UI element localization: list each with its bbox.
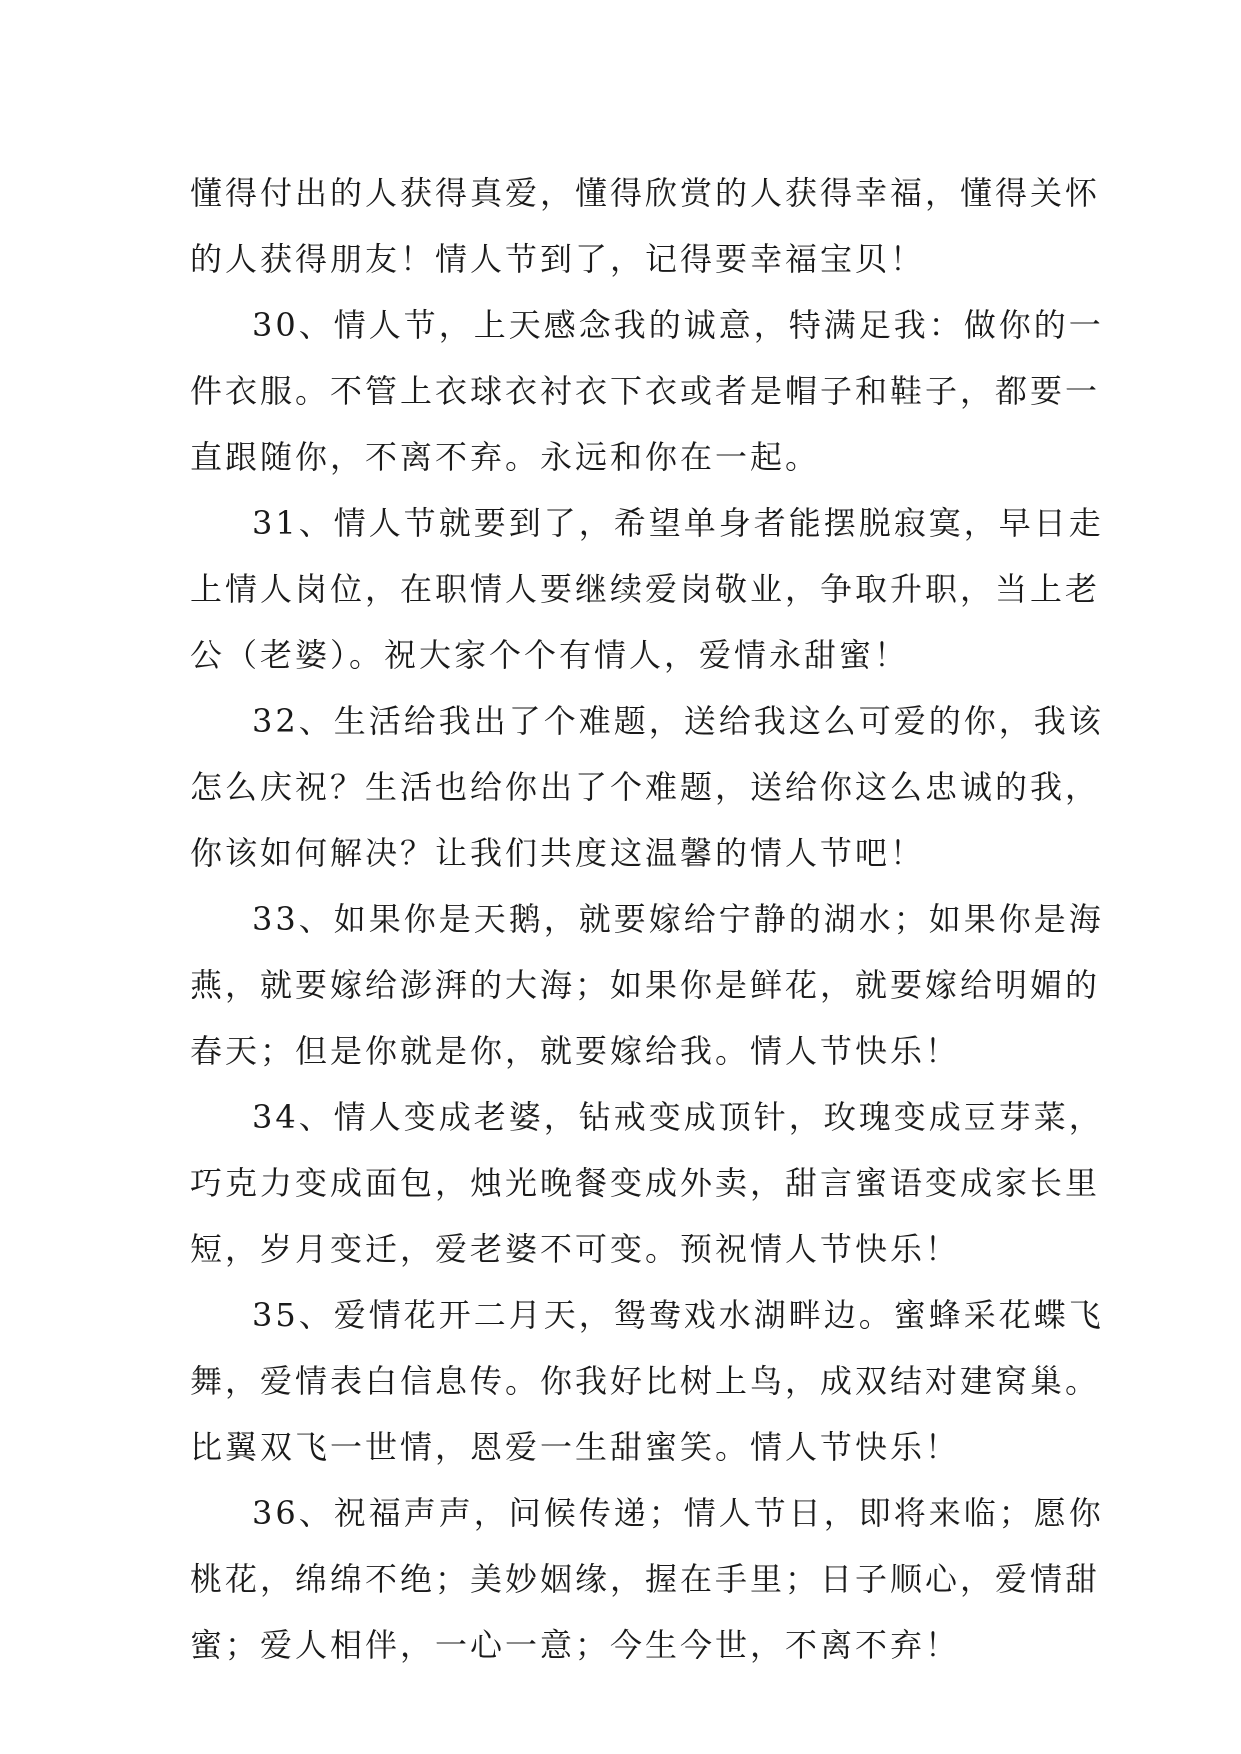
paragraph-start-35: 35、爱情花开二月天，鸳鸯戏水湖畔边。蜜蜂采花蝶飞 — [252, 1296, 1104, 1334]
paragraph-start-34: 34、情人变成老婆，钻戒变成顶针，玫瑰变成豆芽菜， — [252, 1098, 1104, 1136]
text-line: 你该如何解决？让我们共度这温馨的情人节吧！ — [190, 834, 926, 872]
text-line: 燕，就要嫁给澎湃的大海；如果你是鲜花，就要嫁给明媚的 — [190, 966, 1101, 1004]
text-line: 直跟随你，不离不弃。永远和你在一起。 — [190, 438, 821, 476]
text-line: 怎么庆祝？生活也给你出了个难题，送给你这么忠诚的我， — [190, 768, 1101, 806]
paragraph-start-33: 33、如果你是天鹅，就要嫁给宁静的湖水；如果你是海 — [252, 900, 1104, 938]
text-line: 短，岁月变迁，爱老婆不可变。预祝情人节快乐！ — [190, 1230, 961, 1268]
text-line: 桃花，绵绵不绝；美妙姻缘，握在手里；日子顺心，爱情甜 — [190, 1560, 1101, 1598]
paragraph-start-36: 36、祝福声声，问候传递；情人节日，即将来临；愿你 — [252, 1494, 1104, 1532]
paragraph-start-30: 30、情人节，上天感念我的诚意，特满足我：做你的一 — [252, 306, 1104, 344]
text-line: 上情人岗位，在职情人要继续爱岗敬业，争取升职，当上老 — [190, 570, 1101, 608]
text-line: 比翼双飞一世情，恩爱一生甜蜜笑。情人节快乐！ — [190, 1428, 961, 1466]
text-line: 春天；但是你就是你，就要嫁给我。情人节快乐！ — [190, 1032, 961, 1070]
text-line: 懂得付出的人获得真爱，懂得欣赏的人获得幸福，懂得关怀 — [190, 174, 1101, 212]
paragraph-start-31: 31、情人节就要到了，希望单身者能摆脱寂寞，早日走 — [252, 504, 1104, 542]
text-line: 件衣服。不管上衣球衣衬衣下衣或者是帽子和鞋子，都要一 — [190, 372, 1101, 410]
paragraph-start-32: 32、生活给我出了个难题，送给我这么可爱的你，我该 — [252, 702, 1104, 740]
text-line: 的人获得朋友！情人节到了，记得要幸福宝贝！ — [190, 240, 926, 278]
text-line: 蜜；爱人相伴，一心一意；今生今世，不离不弃！ — [190, 1626, 961, 1664]
text-line: 巧克力变成面包，烛光晚餐变成外卖，甜言蜜语变成家长里 — [190, 1164, 1101, 1202]
text-line: 舞，爱情表白信息传。你我好比树上鸟，成双结对建窝巢。 — [190, 1362, 1101, 1400]
text-line: 公（老婆）。祝大家个个有情人，爱情永甜蜜！ — [190, 636, 910, 674]
document-body — [190, 160, 1104, 1678]
